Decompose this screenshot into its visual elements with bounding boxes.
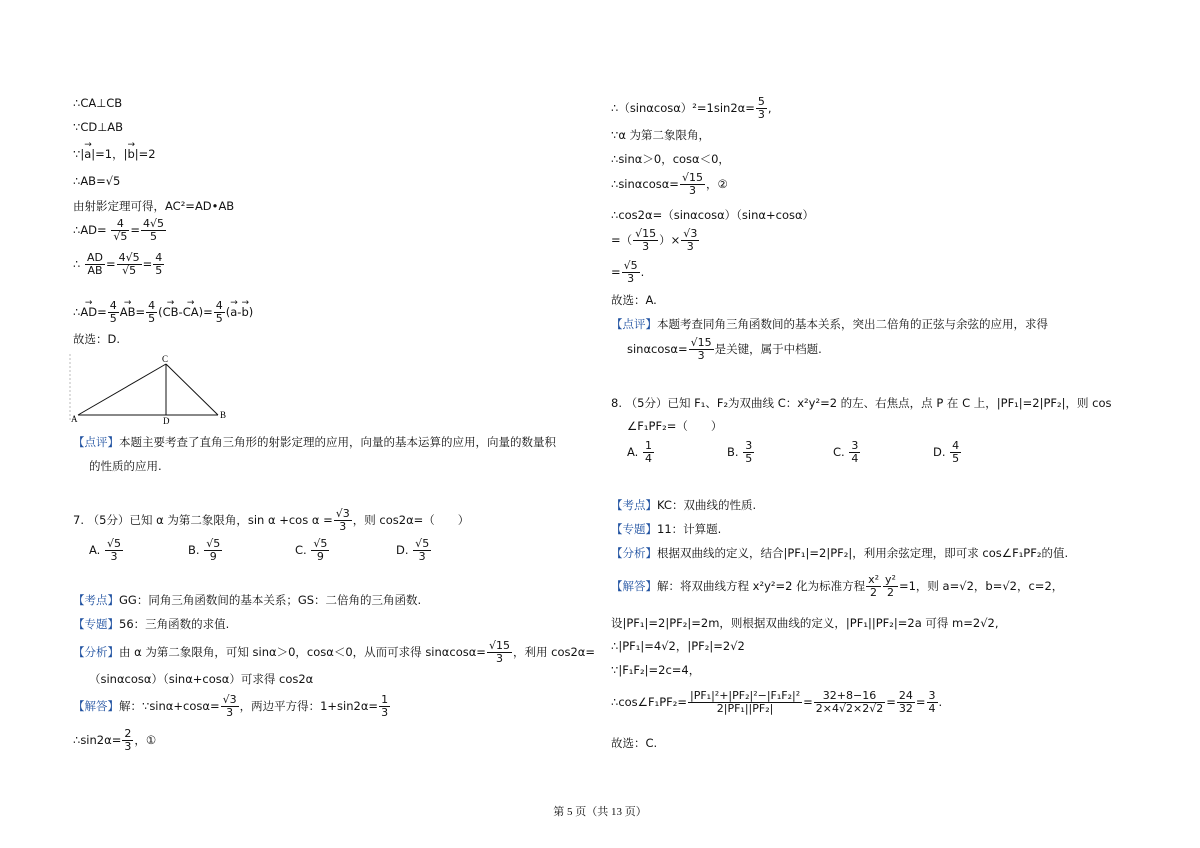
text-line: ∴cos2α=￼（sinα￼cosα）（sinα+cosα） bbox=[611, 208, 815, 222]
option-c: C. √ $\frac{5}{9}$ bbox=[295, 538, 330, 563]
comment-line: sinα￼cosα= √ $\frac{15}{3}$ 是关键，属于中档题. bbox=[627, 337, 822, 362]
kaodian-line: 【考点】GG：同角三角函数间的基本关系；GS：二倍角的三角函数. bbox=[73, 593, 422, 607]
comment-line: 【点评】本题主要考查了直角三角形的射影定理的应用，向量的基本运算的应用，向量的数量积 bbox=[73, 435, 556, 449]
equation-line: ∴（sinα￼cosα）²=1￼sin2α= $\frac{5}{3}$ , bbox=[611, 95, 772, 121]
jieda-line: 【解答】解：∵sinα+cosα= √ $\frac{3}{3}$ ，两边平方得：1+sin2α= $\frac{1}{3}$ bbox=[73, 694, 391, 719]
option-d: D. $\frac{4}{5}$ bbox=[933, 439, 960, 465]
text-line: ∵α 为第二象限角， bbox=[611, 128, 711, 142]
question-7: 7. （5分）已知 α 为第二象限角，sin α +cos α = √ $\frac{3}{3}$ ，则 cos2α=（ ） bbox=[73, 508, 469, 533]
text-line: ∴AB=√ 5 bbox=[73, 173, 120, 189]
option-b: B. ￼ √ $\frac{5}{9}$ bbox=[188, 538, 223, 563]
equation-line: ∴AD= 4 √ 5 = $\frac{4√ 5}{5}$ bbox=[73, 218, 167, 243]
label-d: D bbox=[163, 416, 170, 424]
fenxi-line: 【分析】根据双曲线的定义，结合|PF₁|=2|PF₂|，利用余弦定理，即可求 cos∠F₁PF₂的值. bbox=[611, 546, 1069, 560]
text-line: ∴sinα＞0，cosα＜0， bbox=[611, 152, 730, 166]
fenxi-line: （sinα￼cosα）（sinα+cosα）可求得 cos2α bbox=[89, 672, 314, 686]
jieda-line: ∴sin2α=￼ $\frac{2}{3}$ ，① bbox=[73, 727, 157, 753]
side-ac bbox=[78, 364, 166, 415]
text-line: 故选：D. bbox=[73, 332, 121, 346]
equation-line: ∴ $\frac{AD}{AB}$ = 4√ 5 √ 5 = $\frac{4}{5}$ bbox=[73, 252, 165, 277]
jieda-line: 设|PF₁|=2|PF₂|=2m，则根据双曲线的定义，|PF₁|￼|PF₂|=2a 可得 m=2√ 2, bbox=[611, 615, 999, 631]
option-d: D. √ $\frac{5}{3}$ bbox=[396, 538, 432, 563]
zhuanti-line: 【专题】56：三角函数的求值. bbox=[73, 617, 230, 631]
option-a: A. $\frac{1}{4}$ bbox=[627, 439, 652, 465]
jieda-line: ∴|PF₁|=4√ 2，|PF₂|=2√ 2 bbox=[611, 638, 745, 654]
question-8: ∠F₁PF₂=（ ） bbox=[627, 419, 723, 433]
triangle-figure bbox=[68, 352, 238, 424]
page-footer: 第 5 页（共 13 页） bbox=[553, 806, 647, 818]
comment-line: 【点评】本题考查同角三角函数间的基本关系，突出二倍角的正弦与余弦的应用，求得 bbox=[611, 317, 1048, 331]
kaodian-line: 【考点】KC：双曲线的性质. bbox=[611, 498, 757, 512]
option-b: B. $\frac{3}{5}$ bbox=[727, 439, 753, 465]
text-line: 故选：C. bbox=[611, 736, 658, 750]
question-8: 8. （5分）已知 F₁、F₂为双曲线 C：x²￼y²=2 的左、右焦点，点 P 在 C 上，|PF₁|=2|PF₂|，则 cos bbox=[611, 396, 1112, 410]
text-line: ∵CD⊥AB bbox=[73, 120, 123, 134]
equation-line: =￼ √ $\frac{5}{3}$ . bbox=[611, 260, 644, 285]
equation-line: ∴cos∠F₁PF₂= $\frac{\text{|PF₁|²+|PF₂|²−|F₁F₂|²}}{\text{2|PF₁||PF₂|}}$ = $\frac{32+8-16}{2\times 4√ 2\times 2√ 2}$ = $\frac{24}{32}$ = $\frac{3}{4}$ . bbox=[611, 690, 942, 715]
jieda-line: 【解答】解：将双曲线方程 x²￼y²=2 化为标准方程 $\frac{\text{x²}}{2}$ $\frac{\text{y²}}{2}$ =1，则 a=√ 2，b=√ 2，c=2， bbox=[611, 574, 1063, 599]
label-b: B bbox=[220, 410, 227, 420]
option-c: C. $\frac{3}{4}$ bbox=[833, 439, 859, 465]
equation-line: ∴sinα￼cosα= √ $\frac{15}{3}$ ，② bbox=[611, 172, 728, 197]
text-line: 故选：A. bbox=[611, 293, 657, 307]
text-line: 由射影定理可得，AC²=AD•AB bbox=[73, 199, 235, 213]
zhuanti-line: 【专题】11：计算题. bbox=[611, 522, 722, 536]
comment-line: 的性质的应用. bbox=[89, 459, 162, 473]
option-a: A. ￼ √ $\frac{5}{3}$ bbox=[89, 538, 124, 563]
text-line: ∴CA⊥CB bbox=[73, 96, 123, 110]
label-c: C bbox=[162, 354, 169, 364]
fenxi-line: 【分析】由 α 为第二象限角，可知 sinα＞0，cosα＜0，从而可求得 sinα￼cosα= √ $\frac{15}{3}$ ，利用 cos2α=￼ bbox=[73, 640, 595, 665]
equation-line: ∴→ AD= $\frac{4}{5}$ → AB= $\frac{4}{5}$ (→ CB-→ CA)= $\frac{4}{5}$ (→ a-→ b) bbox=[73, 300, 253, 325]
label-a: A bbox=[71, 414, 78, 424]
equation-line: =（￼ √ $\frac{15}{3}$ ）× √ $\frac{3}{3}$ bbox=[611, 228, 700, 253]
text-line: ∵|→ a|=1，|→ b|=2 bbox=[73, 146, 156, 162]
jieda-line: ∵|F₁F₂|=2c=4， bbox=[611, 663, 701, 677]
side-cb bbox=[166, 364, 218, 415]
